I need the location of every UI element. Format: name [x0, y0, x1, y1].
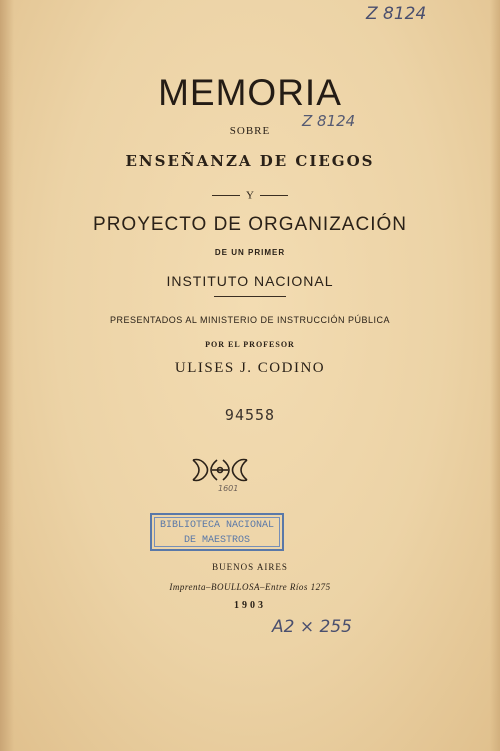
presentation-line: PRESENTADOS AL MINISTERIO DE INSTRUCCIÓN PÚBLICA [109, 315, 391, 325]
stamp-line-1: BIBLIOTECA NACIONAL [159, 520, 275, 531]
library-stamp [150, 513, 284, 551]
printer-ornament [190, 456, 250, 484]
publication-city: BUENOS AIRES [212, 562, 288, 572]
conjunction-row [0, 185, 500, 202]
handwritten-shelfmark-middle: Z 8124 [302, 112, 356, 130]
conjunction-y: Y [246, 189, 254, 202]
connector-de-un-primer: DE UN PRIMER [214, 248, 286, 257]
stamp-inner-border [154, 517, 280, 547]
printer-imprint: Imprenta–BOULLOSA–Entre Ríos 1275 [169, 582, 331, 592]
divider-left [212, 195, 240, 196]
section-divider [214, 296, 286, 297]
author-name: ULISES J. CODINO [174, 360, 326, 376]
subject-heading: ENSEÑANZA DE CIEGOS [125, 152, 375, 170]
publication-year: 1903 [234, 600, 266, 611]
handwritten-shelfmark-top: Z 8124 [366, 4, 427, 24]
institute-heading: INSTITUTO NACIONAL [166, 273, 334, 289]
project-heading: PROYECTO DE ORGANIZACIÓN [93, 214, 407, 235]
by-professor-line: POR EL PROFESOR [205, 340, 295, 349]
subtitle-connector-sobre: SOBRE [229, 125, 271, 137]
page-title: MEMORIA [158, 72, 342, 113]
inventory-number: 94558 [224, 406, 276, 424]
handwritten-small-note: 1601 [218, 484, 239, 493]
divider-right [260, 195, 288, 196]
handwritten-call-number-bottom: A2 × 255 [272, 617, 352, 637]
stamp-line-2: DE MAESTROS [183, 535, 250, 546]
